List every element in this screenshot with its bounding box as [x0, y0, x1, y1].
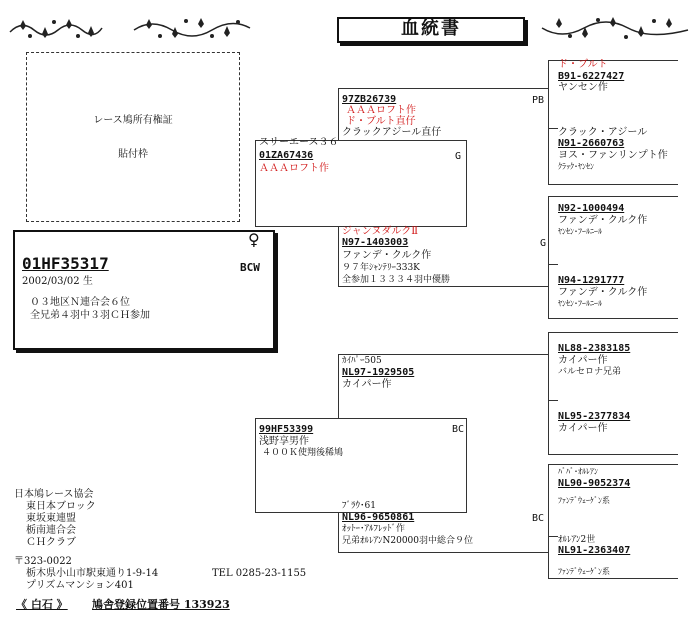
sire-dam-left [338, 226, 339, 286]
ggp4-ring: N94-1291777 [558, 275, 625, 286]
ggp6-breeder: カイパー作 [558, 423, 608, 434]
sire-name: スリーエース３６ [259, 137, 339, 148]
ggp5-note: バルセロナ兄弟 [558, 367, 622, 377]
ggp5-top [548, 332, 678, 333]
ggp7-bracket [548, 464, 549, 512]
sire-dam-bottom [338, 286, 548, 287]
dam-dam-right [548, 512, 549, 552]
subject-birth: 2002/03/02 生 [22, 276, 93, 287]
ggp7-ring: NL90-9052374 [558, 478, 631, 489]
female-icon: ♀ [248, 230, 260, 249]
sire-box-right [466, 140, 467, 226]
ggp6-ring: NL95-2377834 [558, 411, 631, 422]
sire-sire-color: PB [532, 95, 545, 106]
ggp6-bottom [548, 454, 678, 455]
org-club: ＣＨクラブ [26, 537, 76, 548]
ggp8-strain: ﾌｧﾝﾃﾞｳｪｰｹﾞﾝ系 [558, 567, 610, 576]
address-zip: 〒323-0022 [14, 556, 72, 567]
dam-dam-note: 兄弟ｵﾙﾚｱﾝN20000羽中総合９位 [342, 536, 474, 546]
org-name: 日本鳩レース協会 [14, 489, 94, 500]
dam-sire-right [548, 354, 549, 418]
sire-ring: 01ZA67436 [259, 150, 314, 161]
sire-sire-breeder-1: ＡＡＡロフト作 [346, 105, 416, 116]
dam-color: BC [452, 424, 465, 435]
ggp2-bottom [548, 184, 678, 185]
dam-dam-ring: NL96-9650861 [342, 512, 415, 523]
ggp7-top [548, 464, 678, 465]
decorative-vine-left [8, 16, 104, 42]
ggp4-bracket [548, 286, 549, 318]
ggp5-bracket [548, 332, 549, 354]
sire-sire-left [338, 88, 339, 140]
ggp5-breeder: カイパー作 [558, 355, 608, 366]
certificate-label: レース鳩所有権証 [93, 115, 173, 126]
ggp1-bracket [548, 60, 549, 88]
ggp2-ring: N91-2660763 [558, 138, 625, 149]
certificate-sublabel: 貼付枠 [118, 149, 148, 160]
ggp1-ring: B91-6227427 [558, 71, 625, 82]
dam-sire-name: ｶｲﾊﾟｰ505 [342, 356, 382, 366]
dam-box-top [255, 418, 467, 419]
ggp2-name: クラック・アジール [558, 127, 648, 138]
ggp5-ring: NL88-2383185 [558, 343, 631, 354]
sire-sire-ring: 97ZB26739 [342, 94, 397, 105]
decorative-vine-left-2 [132, 16, 252, 42]
sire-box-left [255, 140, 256, 226]
sire-dam-right [548, 226, 549, 286]
org-federation: 東坂東連盟 [26, 513, 76, 524]
ggp7-name: ﾊﾞﾊﾞ･ｵﾙﾚｱﾝ [558, 467, 598, 476]
ggp2-bracket [548, 140, 549, 184]
sire-dam-name: ジャンヌダルクⅡ [342, 226, 418, 237]
certificate-frame [26, 52, 240, 222]
dam-sire-ring: NL97-1929505 [342, 367, 415, 378]
ggp7-strain: ﾌｧﾝﾃﾞｳｪｰｹﾞﾝ系 [558, 496, 610, 505]
sire-sire-note: クラックアジール直仔 [342, 127, 442, 138]
address-line-2: プリズムマンション401 [26, 580, 134, 591]
ggp8-ring: NL91-2363407 [558, 545, 631, 556]
sire-dam-note-1: ９７年ｼｬﾝﾃﾘｰ333K [342, 263, 420, 273]
sire-dam-color: G [540, 238, 547, 249]
dam-dam-bottom [338, 552, 548, 553]
dam-breeder: 浅野享男作 [259, 436, 309, 447]
sire-color: G [455, 151, 462, 162]
ggp1-name: ド・ブルト [558, 59, 608, 70]
sire-sire-right [548, 88, 549, 140]
subject-box [13, 230, 275, 350]
address-tel: TEL 0285-23-1155 [212, 568, 307, 579]
page-title: 血統書 [401, 18, 461, 39]
decorative-vine-right [540, 16, 690, 42]
sire-sire-top [338, 88, 548, 89]
sire-breeder: ＡＡＡロフト作 [259, 163, 329, 174]
ggp3-ring: N92-1000494 [558, 203, 625, 214]
sire-dam-note-2: 全参加１３３３４羽中優勝 [342, 275, 451, 285]
dam-dam-name: ﾌﾞﾗｳ･61 [342, 501, 376, 511]
ggp4-breeder: ファンデ・クルク作 [558, 287, 648, 298]
subject-color: BCW [240, 261, 260, 274]
dam-dam-color: BC [532, 513, 545, 524]
footer-registration: 鳩舎登録位置番号 133923 [92, 598, 230, 611]
ggp4-tick [548, 264, 558, 265]
sire-dam-breeder: ファンデ・クルク作 [342, 250, 432, 261]
ggp8-name: ｵﾙﾚｱﾝ2世 [558, 535, 596, 545]
ggp3-strain: ﾔﾝｾﾝ･ﾌｰﾙﾆｰﾙ [558, 227, 602, 236]
dam-dam-left [338, 512, 339, 552]
org-union: 栃南連合会 [26, 525, 76, 536]
ggp8-bottom [548, 578, 678, 579]
dam-sire-left [338, 354, 339, 418]
ggp8-bracket [548, 552, 549, 578]
org-block: 東日本ブロック [26, 501, 96, 512]
ggp2-breeder: ヨス・ファンリンプト作 [558, 150, 668, 161]
subject-record-2: 全兄弟４羽中３羽ＣＨ参加 [30, 310, 150, 321]
ggp1-breeder: ヤンセン作 [558, 82, 608, 93]
ggp6-bracket [548, 418, 549, 454]
dam-note: ４００Ｋ使翔後稀鳩 [262, 448, 344, 458]
subject-record-1: ０３地区Ｎ連合会６位 [30, 297, 130, 308]
dam-box-left [255, 418, 256, 512]
ggp2-tick [548, 128, 558, 129]
dam-box-right [466, 418, 467, 512]
dam-dam-breeder: ｵｯﾄｰ･ｱﾙﾌﾚｯﾄﾞ作 [342, 524, 406, 534]
subject-ring: 01HF35317 [22, 254, 109, 273]
sire-sire-breeder-2: ド・ブルト直仔 [346, 116, 416, 127]
footer-loft: 《 白石 》 [16, 598, 68, 611]
dam-sire-breeder: カイパー作 [342, 379, 392, 390]
sire-dam-ring: N97-1403003 [342, 237, 409, 248]
dam-ring: 99HF53399 [259, 424, 314, 435]
ggp6-tick [548, 400, 558, 401]
ggp2-strain: ｸﾗｯｸ･ﾔﾝｾﾝ [558, 162, 594, 171]
ggp4-strain: ﾔﾝｾﾝ･ﾌｰﾙﾆｰﾙ [558, 299, 602, 308]
dam-sire-top [338, 354, 548, 355]
ggp3-top [548, 196, 678, 197]
address-line-1: 栃木県小山市駅東通り1-9-14 [26, 568, 159, 579]
ggp4-bottom [548, 318, 678, 319]
ggp3-bracket [548, 196, 549, 226]
ggp3-breeder: ファンデ・クルク作 [558, 215, 648, 226]
ggp8-tick [548, 536, 558, 537]
